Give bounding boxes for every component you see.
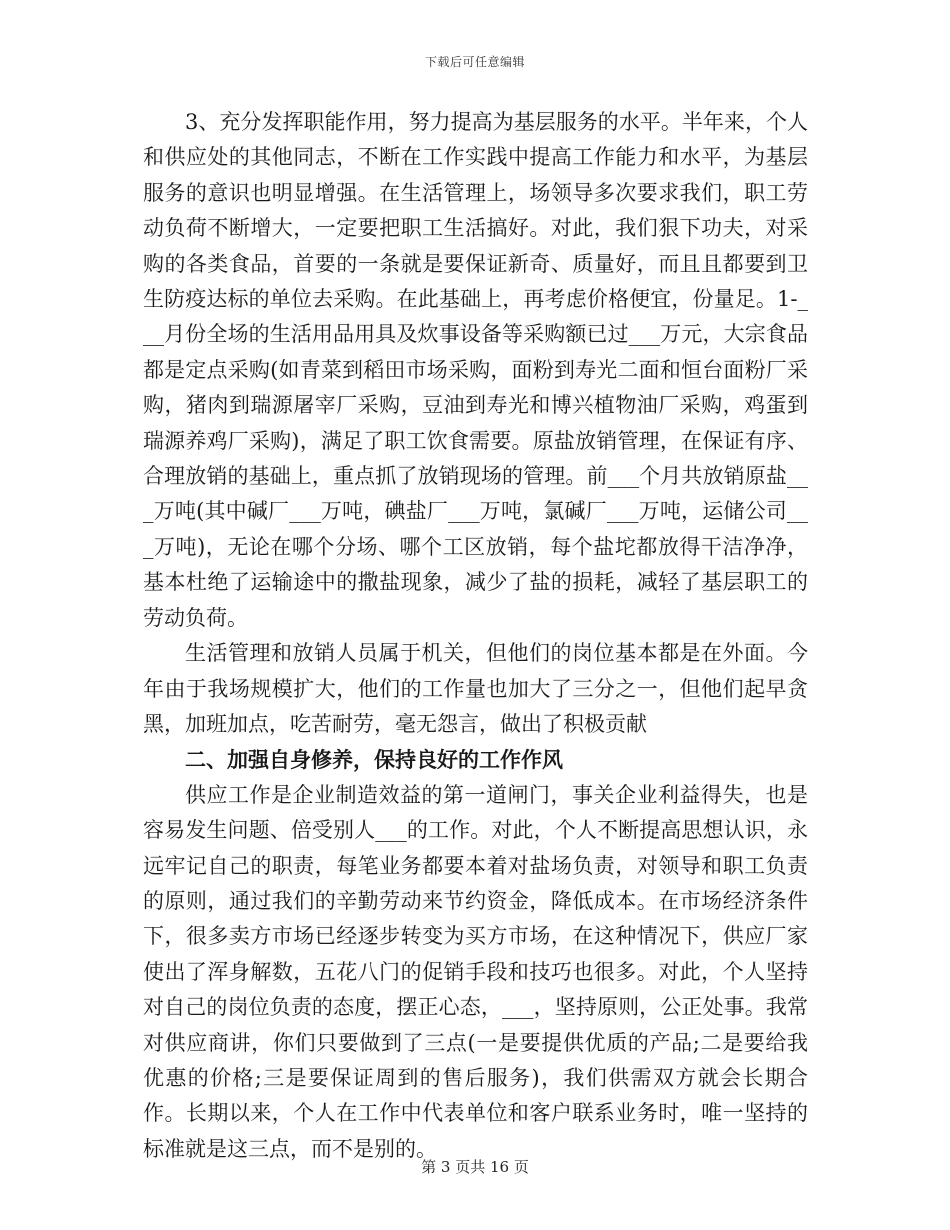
document-body: [143, 105, 808, 1167]
paragraph-staff-contribution: 生活管理和放销人员属于机关，但他们的岗位基本都是在外面。今年由于我场规模扩大，他们的工作量也加大了三分之一，但他们起早贪黑，加班加点，吃苦耐劳，毫无怨言，做出了积极贡献: [143, 641, 808, 736]
paragraph-work-style: 供应工作是企业制造效益的第一道闸门，事关企业利益得失，也是容易发生问题、倍受别人___的工作。对此，个人不断提高思想认识，永远牢记自己的职责，每笔业务都要本着对盐场负责，对领导和职工负责的原则，通过我们的辛勤劳动来节约资金，降低成本。在市场经济条件下，很多卖方市场已经逐步转变为买方市场，在这种情况下，供应厂家使出了浑身解数，五花八门的促销手段和技巧也很多。对此，个人坚持对自己的岗位负责的态度，摆正心态，___，坚持原则，公正处事。我常对供应商讲，你们只要做到了三点(一是要提供优质的产品;二是要给我优惠的价格;三是要保证周到的售后服务)，我们供需双方就会长期合作。长期以来，个人在工作中代表单位和客户联系业务时，唯一坚持的标准就是这三点，而不是别的。: [143, 782, 808, 1161]
section-heading: 二、加强自身修养，保持良好的工作作风: [185, 747, 563, 773]
page-number: 第 3 页共 16 页: [421, 1158, 529, 1176]
paragraph-service-level: 3、充分发挥职能作用，努力提高为基层服务的水平。半年来，个人和供应处的其他同志，不断在工作实践中提高工作能力和水平，为基层服务的意识也明显增强。在生活管理上，场领导多次要求我们，职工劳动负荷不断增大，一定要把职工生活搞好。对此，我们狠下功夫，对采购的各类食品，首要的一条就是要保证新奇、质量好，而且且都要到卫生防疫达标的单位去采购。在此基础上，再考虑价格便宜，份量足。1-___月份全场的生活用品用具及炊事设备等采购额已过___万元，大宗食品都是定点采购(如青菜到稻田市场采购，面粉到寿光二面和恒台面粉厂采购，猪肉到瑞源屠宰厂采购，豆油到寿光和博兴植物油厂采购，鸡蛋到瑞源养鸡厂采购)，满足了职工饮食需要。原盐放销管理，在保证有序、合理放销的基础上，重点抓了放销现场的管理。前___个月共放销原盐___万吨(其中碱厂___万吨，碘盐厂___万吨，氯碱厂___万吨，运储公司___万吨)，无论在哪个分场、哪个工区放销，每个盐坨都放得干洁净净，基本杜绝了运输途中的撒盐现象，减少了盐的损耗，减轻了基层职工的劳动负荷。: [143, 110, 808, 630]
page-header: 下载后可任意编辑: [424, 55, 525, 69]
